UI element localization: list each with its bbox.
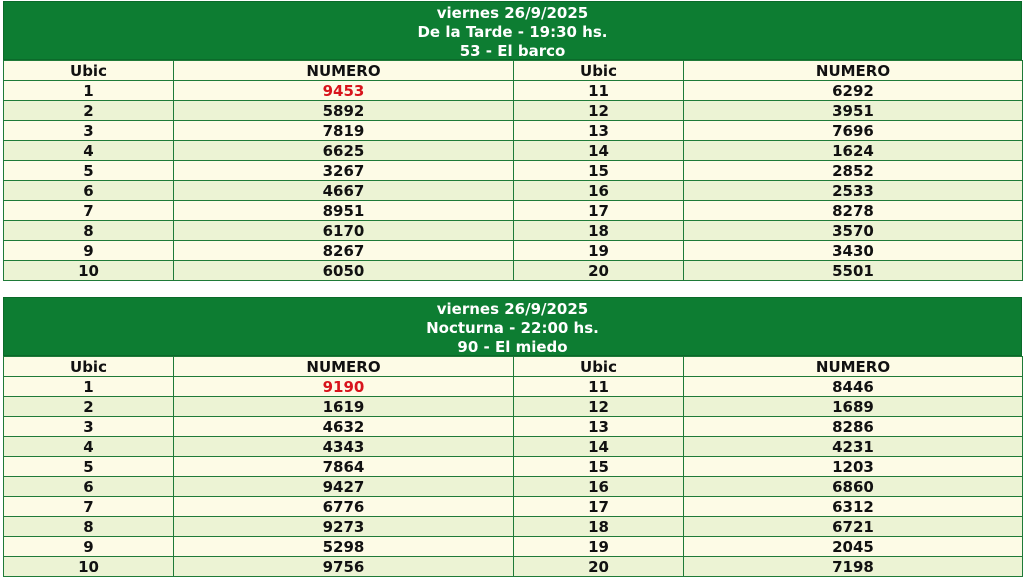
position-cell: 12 bbox=[514, 397, 684, 417]
col-numero-header: NUMERO bbox=[684, 61, 1023, 81]
number-cell: 6050 bbox=[174, 261, 514, 281]
col-numero-header: NUMERO bbox=[174, 61, 514, 81]
number-cell: 6776 bbox=[174, 497, 514, 517]
number-cell: 6292 bbox=[684, 81, 1023, 101]
number-cell: 2533 bbox=[684, 181, 1023, 201]
position-cell: 10 bbox=[4, 261, 174, 281]
number-cell: 6312 bbox=[684, 497, 1023, 517]
table-row bbox=[4, 497, 1023, 517]
number-cell: 5892 bbox=[174, 101, 514, 121]
draw-date: viernes 26/9/2025 bbox=[436, 300, 589, 318]
table-row bbox=[4, 557, 1023, 577]
position-cell: 11 bbox=[514, 377, 684, 397]
table-row bbox=[4, 161, 1023, 181]
number-cell: 6170 bbox=[174, 221, 514, 241]
position-cell: 19 bbox=[514, 241, 684, 261]
table-row bbox=[4, 397, 1023, 417]
position-cell: 6 bbox=[4, 181, 174, 201]
position-cell: 15 bbox=[514, 457, 684, 477]
position-cell: 9 bbox=[4, 537, 174, 557]
winning-number-cell: 9190 bbox=[174, 377, 514, 397]
table-row bbox=[4, 261, 1023, 281]
position-cell: 17 bbox=[514, 497, 684, 517]
position-cell: 11 bbox=[514, 81, 684, 101]
table-row bbox=[4, 101, 1023, 121]
table-row bbox=[4, 141, 1023, 161]
position-cell: 20 bbox=[514, 557, 684, 577]
number-cell: 9756 bbox=[174, 557, 514, 577]
position-cell: 2 bbox=[4, 397, 174, 417]
draw-date: viernes 26/9/2025 bbox=[436, 4, 589, 22]
draw-meaning: 53 - El barco bbox=[459, 42, 566, 60]
winning-number-cell: 9453 bbox=[174, 81, 514, 101]
position-cell: 9 bbox=[4, 241, 174, 261]
number-cell: 2852 bbox=[684, 161, 1023, 181]
number-cell: 7696 bbox=[684, 121, 1023, 141]
draw-block bbox=[3, 1, 1022, 281]
number-cell: 8278 bbox=[684, 201, 1023, 221]
number-cell: 2045 bbox=[684, 537, 1023, 557]
position-cell: 10 bbox=[4, 557, 174, 577]
table-row bbox=[4, 181, 1023, 201]
position-cell: 15 bbox=[514, 161, 684, 181]
table-row bbox=[4, 537, 1023, 557]
number-cell: 9427 bbox=[174, 477, 514, 497]
position-cell: 18 bbox=[514, 517, 684, 537]
position-cell: 19 bbox=[514, 537, 684, 557]
table-row bbox=[4, 201, 1023, 221]
draw-meaning: 90 - El miedo bbox=[457, 338, 568, 356]
number-cell: 4667 bbox=[174, 181, 514, 201]
number-cell: 4343 bbox=[174, 437, 514, 457]
number-cell: 4632 bbox=[174, 417, 514, 437]
number-cell: 8951 bbox=[174, 201, 514, 221]
table-row bbox=[4, 437, 1023, 457]
column-header-row bbox=[4, 61, 1023, 81]
draw-header bbox=[3, 297, 1022, 356]
position-cell: 16 bbox=[514, 181, 684, 201]
position-cell: 7 bbox=[4, 201, 174, 221]
position-cell: 1 bbox=[4, 377, 174, 397]
position-cell: 13 bbox=[514, 121, 684, 141]
position-cell: 6 bbox=[4, 477, 174, 497]
position-cell: 4 bbox=[4, 141, 174, 161]
position-cell: 12 bbox=[514, 101, 684, 121]
col-ubic-header: Ubic bbox=[4, 61, 174, 81]
number-cell: 7198 bbox=[684, 557, 1023, 577]
table-row bbox=[4, 241, 1023, 261]
table-row bbox=[4, 81, 1023, 101]
position-cell: 13 bbox=[514, 417, 684, 437]
col-ubic-header: Ubic bbox=[514, 61, 684, 81]
draw-session: De la Tarde - 19:30 hs. bbox=[417, 23, 608, 41]
position-cell: 3 bbox=[4, 417, 174, 437]
position-cell: 14 bbox=[514, 141, 684, 161]
number-cell: 9273 bbox=[174, 517, 514, 537]
table-row bbox=[4, 517, 1023, 537]
number-cell: 4231 bbox=[684, 437, 1023, 457]
number-cell: 1619 bbox=[174, 397, 514, 417]
number-cell: 7864 bbox=[174, 457, 514, 477]
number-cell: 6625 bbox=[174, 141, 514, 161]
number-cell: 7819 bbox=[174, 121, 514, 141]
results-table bbox=[3, 356, 1023, 577]
position-cell: 4 bbox=[4, 437, 174, 457]
number-cell: 8286 bbox=[684, 417, 1023, 437]
number-cell: 6721 bbox=[684, 517, 1023, 537]
position-cell: 16 bbox=[514, 477, 684, 497]
position-cell: 8 bbox=[4, 221, 174, 241]
position-cell: 5 bbox=[4, 161, 174, 181]
position-cell: 3 bbox=[4, 121, 174, 141]
position-cell: 5 bbox=[4, 457, 174, 477]
number-cell: 5501 bbox=[684, 261, 1023, 281]
number-cell: 5298 bbox=[174, 537, 514, 557]
results-table bbox=[3, 60, 1023, 281]
number-cell: 8267 bbox=[174, 241, 514, 261]
position-cell: 7 bbox=[4, 497, 174, 517]
col-numero-header: NUMERO bbox=[684, 357, 1023, 377]
position-cell: 20 bbox=[514, 261, 684, 281]
number-cell: 3570 bbox=[684, 221, 1023, 241]
position-cell: 1 bbox=[4, 81, 174, 101]
position-cell: 2 bbox=[4, 101, 174, 121]
col-ubic-header: Ubic bbox=[514, 357, 684, 377]
number-cell: 3430 bbox=[684, 241, 1023, 261]
position-cell: 14 bbox=[514, 437, 684, 457]
number-cell: 1689 bbox=[684, 397, 1023, 417]
draw-block bbox=[3, 297, 1022, 577]
column-header-row bbox=[4, 357, 1023, 377]
number-cell: 3267 bbox=[174, 161, 514, 181]
table-row bbox=[4, 477, 1023, 497]
col-ubic-header: Ubic bbox=[4, 357, 174, 377]
position-cell: 18 bbox=[514, 221, 684, 241]
number-cell: 6860 bbox=[684, 477, 1023, 497]
number-cell: 3951 bbox=[684, 101, 1023, 121]
table-row bbox=[4, 457, 1023, 477]
number-cell: 1624 bbox=[684, 141, 1023, 161]
table-row bbox=[4, 377, 1023, 397]
draw-session: Nocturna - 22:00 hs. bbox=[426, 319, 599, 337]
col-numero-header: NUMERO bbox=[174, 357, 514, 377]
table-row bbox=[4, 417, 1023, 437]
table-row bbox=[4, 221, 1023, 241]
table-row bbox=[4, 121, 1023, 141]
number-cell: 1203 bbox=[684, 457, 1023, 477]
position-cell: 17 bbox=[514, 201, 684, 221]
draw-header bbox=[3, 1, 1022, 60]
number-cell: 8446 bbox=[684, 377, 1023, 397]
position-cell: 8 bbox=[4, 517, 174, 537]
